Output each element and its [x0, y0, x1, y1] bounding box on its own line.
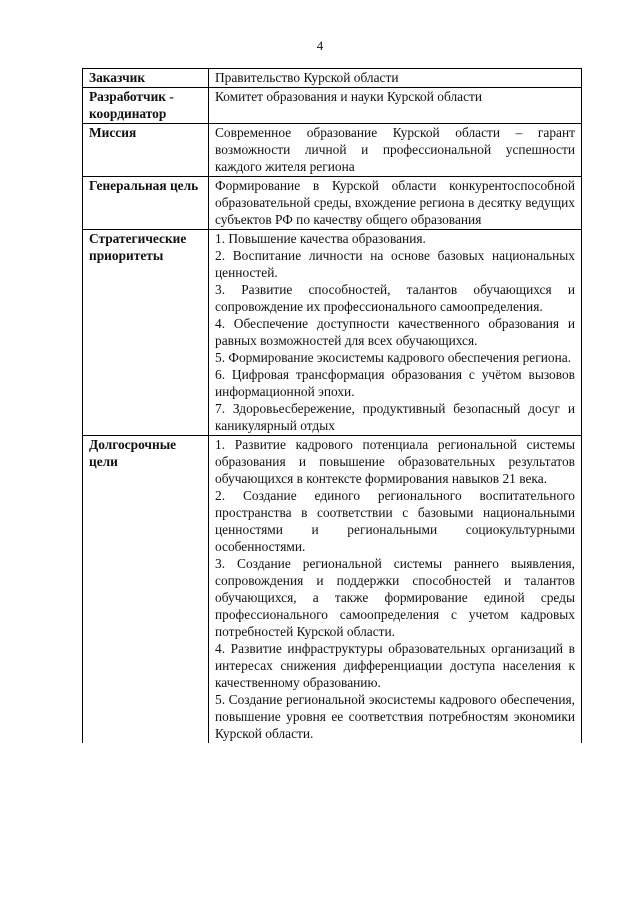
priority-item: 7. Здоровьесбережение, продуктивный безопасный досуг и каникулярный отдых: [215, 401, 575, 433]
priority-item: 3. Развитие способностей, талантов обучающихся и сопровождение их профессионального самоопределения.: [215, 282, 575, 314]
table-row: [83, 230, 582, 436]
row-text: Современное образование Курской области – гарант возможности личной и профессиональной успешности каждого жителя региона: [215, 125, 575, 174]
table-row: [83, 436, 582, 744]
page-number: 4: [316, 38, 324, 53]
goal-item: 2. Создание единого регионального воспитательного пространства в соответствии с базовыми национальными ценностями и региональными социокультурными особенностями.: [215, 488, 575, 554]
row-label: Заказчик: [83, 69, 209, 88]
table-row: [83, 177, 582, 230]
table-row: [83, 124, 582, 177]
row-label: Долгосрочные цели: [83, 436, 209, 744]
priority-item: 4. Обеспечение доступности качественного образования и равных возможностей для всех обучающихся.: [215, 316, 575, 348]
row-label: Генеральная цель: [83, 177, 209, 230]
row-value: [209, 436, 582, 744]
goal-item: 3. Создание региональной системы раннего выявления, сопровождения и поддержки способностей и талантов обучающихся, а также формирование единой среды профессионального самоопределения с учетом кадровых потребностей Курской области.: [215, 556, 575, 639]
row-value: [209, 124, 582, 177]
goal-item: 4. Развитие инфраструктуры образовательных организаций в интересах снижения дифференциации доступа населения к качественному образованию.: [215, 641, 575, 690]
row-text: Правительство Курской области: [215, 70, 399, 85]
passport-table: [82, 68, 582, 743]
row-value: [209, 69, 582, 88]
row-label: Разработчик - координатор: [83, 88, 209, 124]
row-text: Формирование в Курской области конкурентоспособной образовательной среды, вхождение региона в десятку ведущих субъектов РФ по качеству общего образования: [215, 178, 575, 227]
goal-item: 5. Создание региональной экосистемы кадрового обеспечения, повышение уровня ее соответствия потребностям экономики Курской области.: [215, 692, 575, 741]
row-text: Комитет образования и науки Курской области: [215, 89, 483, 104]
priority-item: 1. Повышение качества образования.: [215, 231, 426, 246]
priority-item: 5. Формирование экосистемы кадрового обеспечения региона.: [215, 350, 572, 365]
priority-item: 6. Цифровая трансформация образования с учётом вызовов информационной эпохи.: [215, 367, 575, 399]
row-label: Стратегические приоритеты: [83, 230, 209, 436]
row-label: Миссия: [83, 124, 209, 177]
table-row: [83, 69, 582, 88]
table-row: [83, 88, 582, 124]
priority-item: 2. Воспитание личности на основе базовых национальных ценностей.: [215, 248, 575, 280]
row-value: [209, 230, 582, 436]
row-value: [209, 88, 582, 124]
row-value: [209, 177, 582, 230]
goal-item: 1. Развитие кадрового потенциала региональной системы образования и повышение образовательных результатов обучающихся в контексте формирования навыков 21 века.: [215, 437, 575, 486]
